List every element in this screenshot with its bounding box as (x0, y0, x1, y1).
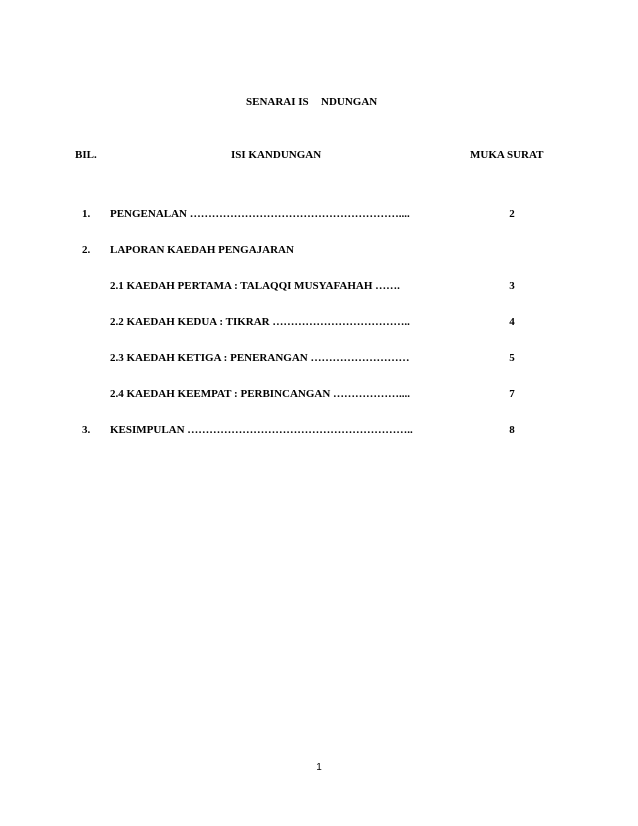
toc-row-label: 2.1 KAEDAH PERTAMA : TALAQQI MUSYAFAHAH ……. (110, 280, 400, 292)
toc-row-label: KESIMPULAN …………………………………………………….. (110, 424, 413, 436)
title-part-1: SENARAI IS (246, 96, 309, 108)
page-number: 1 (316, 762, 322, 773)
toc-row (0, 244, 638, 260)
toc-row (0, 388, 638, 404)
toc-row (0, 316, 638, 332)
toc-row-label: 2.2 KAEDAH KEDUA : TIKRAR ……………………………….. (110, 316, 410, 328)
toc-row-page: 4 (509, 316, 515, 328)
title-part-2: NDUNGAN (321, 96, 378, 108)
toc-row-label: 2.3 KAEDAH KETIGA : PENERANGAN ……………………… (110, 352, 410, 364)
toc-row-label: LAPORAN KAEDAH PENGAJARAN (110, 244, 294, 256)
toc-row (0, 424, 638, 440)
toc-row-label: PENGENALAN ………………………………………………….... (110, 208, 410, 220)
toc-row (0, 352, 638, 368)
toc-row-page: 8 (509, 424, 515, 436)
toc-row (0, 208, 638, 224)
toc-row-number: 2. (82, 244, 91, 256)
column-header-muka-surat: MUKA SURAT (470, 149, 544, 161)
toc-row-number: 3. (82, 424, 91, 436)
toc-row-page: 5 (509, 352, 515, 364)
toc-row-number: 1. (82, 208, 91, 220)
toc-row-label: 2.4 KAEDAH KEEMPAT : PERBINCANGAN ……………….... (110, 388, 411, 400)
toc-row-page: 7 (509, 388, 515, 400)
toc-row-page: 2 (509, 208, 515, 220)
toc-row-page: 3 (509, 280, 515, 292)
column-header-bil: BIL. (75, 149, 97, 161)
toc-row (0, 280, 638, 296)
column-header-isi-kandungan: ISI KANDUNGAN (231, 149, 322, 161)
